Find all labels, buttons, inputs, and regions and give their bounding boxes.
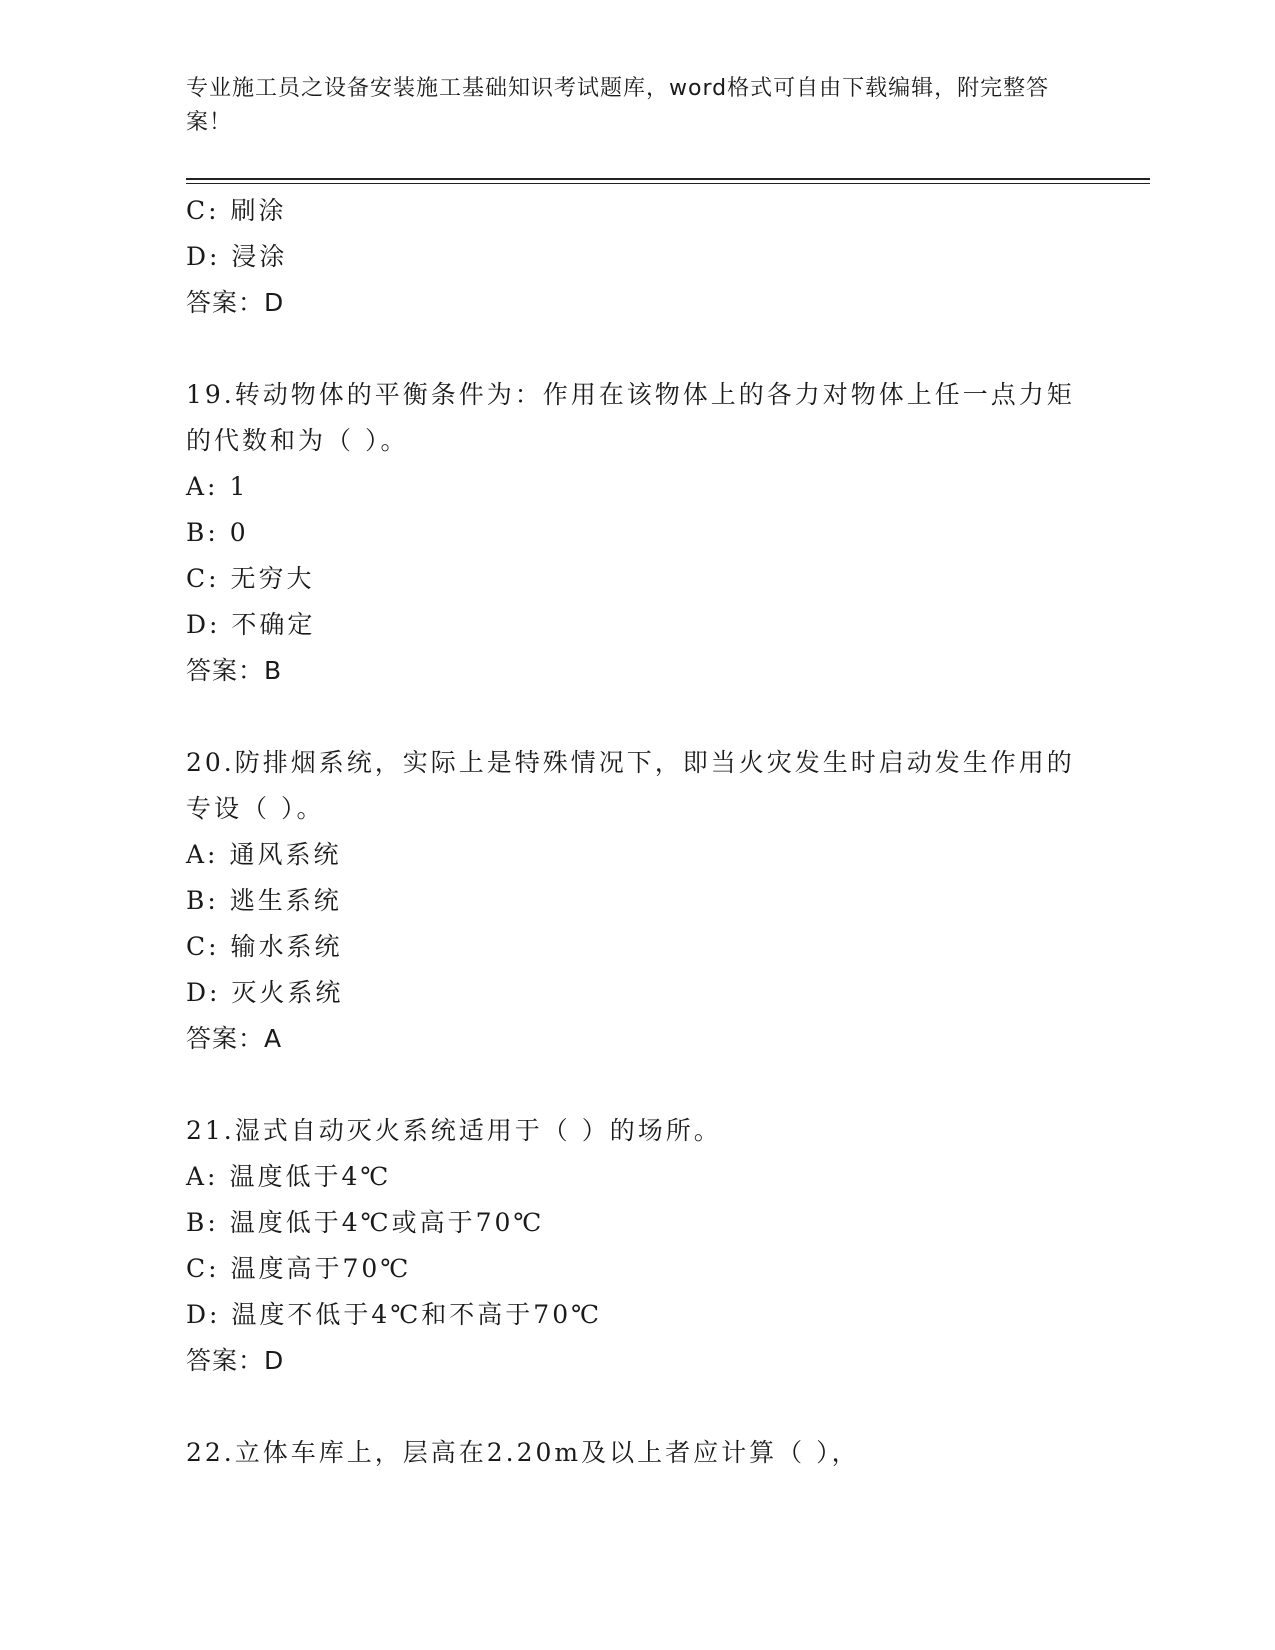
question-21 — [186, 1108, 1086, 1384]
spacer — [186, 326, 1086, 372]
option-c — [186, 924, 1086, 970]
option-label: B: — [186, 518, 219, 547]
option-text: 温度低于4℃ — [229, 1162, 392, 1191]
option-text: 无穷大 — [230, 564, 315, 593]
option-text: 逃生系统 — [229, 886, 342, 915]
option-b — [186, 878, 1086, 924]
option-text: 灭火系统 — [231, 978, 344, 1007]
option-label: C: — [186, 932, 220, 961]
question-text: 20.防排烟系统，实际上是特殊情况下，即当火灾发生时启动发生作用的专设（ ）。 — [186, 748, 1075, 823]
option-d — [186, 1292, 1086, 1338]
page-header — [186, 72, 1086, 140]
option-label: D: — [186, 242, 221, 271]
option-text: 浸涂 — [231, 242, 288, 271]
option-d — [186, 602, 1086, 648]
document-body — [186, 188, 1086, 1476]
option-a — [186, 832, 1086, 878]
option-text: 不确定 — [231, 610, 316, 639]
option-c — [186, 188, 1086, 234]
answer: 答案：D — [186, 288, 285, 317]
spacer — [186, 1062, 1086, 1108]
header-divider-thin — [186, 183, 1150, 184]
answer: 答案：D — [186, 1346, 285, 1375]
prev-question — [186, 188, 1086, 326]
option-label: D: — [186, 610, 221, 639]
option-b — [186, 510, 1086, 556]
option-label: C: — [186, 196, 220, 225]
question-19 — [186, 372, 1086, 694]
option-label: D: — [186, 1300, 221, 1329]
question-20 — [186, 740, 1086, 1062]
option-label: C: — [186, 564, 220, 593]
header-title: 专业施工员之设备安装施工基础知识考试题库，word格式可自由下载编辑，附完整答案！ — [186, 76, 1050, 135]
answer: 答案：A — [186, 1024, 283, 1053]
spacer — [186, 694, 1086, 740]
option-text: 1 — [229, 472, 249, 501]
option-text: 温度不低于4℃和不高于70℃ — [231, 1300, 603, 1329]
option-text: 刷涂 — [230, 196, 287, 225]
option-label: A: — [186, 840, 219, 869]
option-b — [186, 1200, 1086, 1246]
option-c — [186, 556, 1086, 602]
question-text: 19.转动物体的平衡条件为：作用在该物体上的各力对物体上任一点力矩的代数和为（ ）。 — [186, 380, 1075, 455]
option-text: 通风系统 — [229, 840, 342, 869]
question-text: 22.立体车库上，层高在2.20m及以上者应计算（ ）， — [186, 1438, 860, 1467]
option-label: B: — [186, 886, 219, 915]
option-c — [186, 1246, 1086, 1292]
option-label: A: — [186, 1162, 219, 1191]
question-text: 21.湿式自动灭火系统适用于（ ）的场所。 — [186, 1116, 722, 1145]
option-text: 温度高于70℃ — [230, 1254, 412, 1283]
question-22 — [186, 1430, 1086, 1476]
option-d — [186, 970, 1086, 1016]
option-label: B: — [186, 1208, 219, 1237]
option-a — [186, 1154, 1086, 1200]
option-label: C: — [186, 1254, 220, 1283]
option-text: 温度低于4℃或高于70℃ — [229, 1208, 545, 1237]
option-label: A: — [186, 472, 219, 501]
option-label: D: — [186, 978, 221, 1007]
header-divider-thick — [186, 178, 1150, 180]
option-text: 输水系统 — [230, 932, 343, 961]
answer: 答案：B — [186, 656, 283, 685]
option-a — [186, 464, 1086, 510]
spacer — [186, 1384, 1086, 1430]
option-text: 0 — [229, 518, 249, 547]
option-d — [186, 234, 1086, 280]
